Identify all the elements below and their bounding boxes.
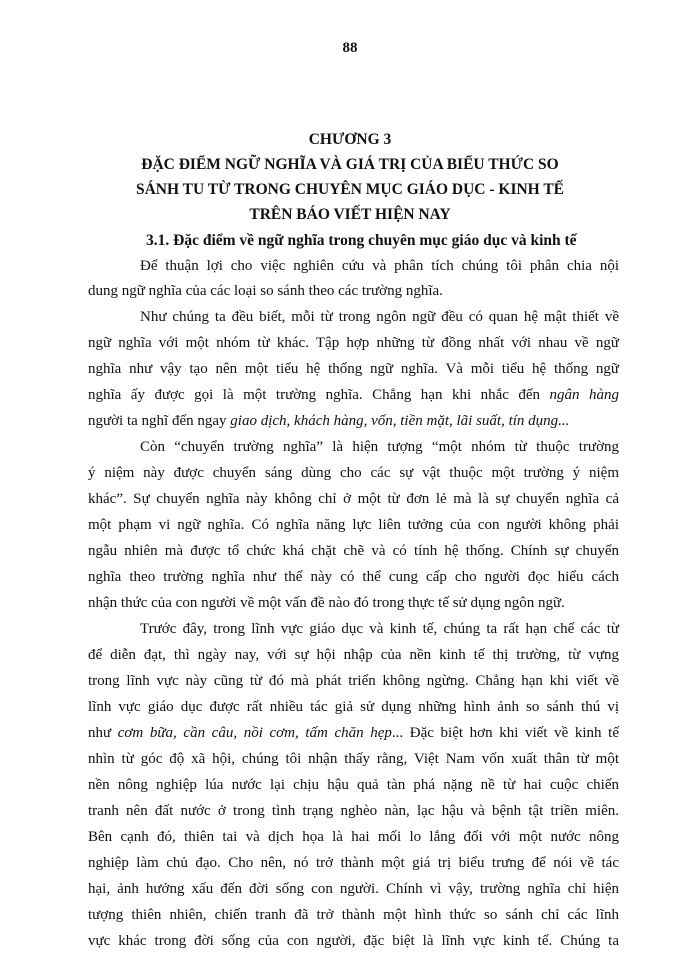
body-line: tranh nên đất nước ở trong tình trạng nghèo nàn, lạc hậu và bệnh tật triền miên. (88, 803, 619, 819)
body-line: nhận thức của con người về một vấn đề nào đó trong thực tế sử dụng ngôn ngữ. (88, 595, 565, 611)
body-line: nghĩa theo trường nghĩa như thế này có thể cung cấp cho người đọc hiểu cách (88, 569, 619, 585)
italic-terms: giao dịch, khách hàng, vốn, tiền mặt, lãi suất, tín dụng... (230, 413, 570, 429)
body-line (88, 725, 619, 742)
body-line: nền nông nghiệp lúa nước lại chịu hậu quả tàn phá nặng nề từ hai cuộc chiến (88, 777, 619, 793)
body-line: một phạm vi ngữ nghĩa. Có nghĩa năng lực liên tưởng của con người không phải (88, 517, 619, 533)
body-line: khác”. Sự chuyển nghĩa này không chỉ ở một từ đơn lẻ mà là sự chuyển nghĩa cả (88, 491, 619, 507)
body-line: Trước đây, trong lĩnh vực giáo dục và kinh tế, chúng ta rất hạn chế các từ (140, 621, 619, 637)
body-line: hại, ảnh hưởng xấu đến đời sống con người. Chính vì vậy, trường nghĩa chỉ hiện (88, 881, 619, 897)
body-text: người ta nghĩ đến ngay (88, 413, 231, 429)
body-text: ... Đặc biệt hơn khi viết về kinh tế (391, 725, 619, 741)
body-line (88, 387, 619, 404)
body-line: Còn “chuyển trường nghĩa” là hiện tượng “một nhóm từ thuộc trường (140, 439, 619, 455)
body-line: nghiệp làm chủ đạo. Cho nên, nó trở thành một giá trị biểu trưng để nói về tác (88, 855, 619, 871)
body-line (88, 413, 569, 430)
body-line: ngữ nghĩa với một nhóm từ khác. Tập hợp những từ đồng nhất với nhau về ngữ (88, 335, 619, 351)
body-line: vực khác trong đời sống của con người, đặc biệt là lĩnh vực kinh tế. Chúng ta (88, 933, 619, 949)
body-text: nghĩa ấy được gọi là một trường nghĩa. Chẳng hạn khi nhắc đến (88, 387, 550, 403)
body-line: Như chúng ta đều biết, mỗi từ trong ngôn ngữ đều có quan hệ mật thiết về (140, 309, 619, 325)
italic-terms: cơm bữa, cần câu, nồi cơm, tấm chăn hẹp (117, 725, 392, 741)
body-line: trong lĩnh vực này cũng từ đó mà phát triển không ngừng. Chẳng hạn khi viết về (88, 673, 619, 689)
page-number-top: 88 (342, 40, 358, 56)
body-line: tượng thiên nhiên, chiến tranh đã trở thành một hình thức so sánh chỉ các lĩnh (88, 907, 619, 923)
body-line: Để thuận lợi cho việc nghiên cứu và phân tích chúng tôi phân chia nội (140, 258, 619, 274)
body-line: ngẫu nhiên mà được tổ chức khá chặt chẽ và có tính hệ thống. Chính sự chuyển (88, 543, 619, 559)
body-text: như (88, 725, 118, 741)
body-line: để diễn đạt, thì ngày nay, với sự hội nhập của nền kinh tế thị trường, từ vựng (88, 647, 619, 663)
body-line: lĩnh vực giáo dục được rất nhiều tác giả sử dụng những hình ảnh so sánh thú vị (88, 699, 619, 715)
section-heading: 3.1. Đặc điểm về ngữ nghĩa trong chuyên mục giáo dục và kinh tế (146, 232, 577, 249)
chapter-label: CHƯƠNG 3 (308, 131, 392, 148)
body-line: nhìn từ góc độ xã hội, chúng tôi nhận thấy rằng, Việt Nam vốn xuất thân từ một (88, 751, 619, 767)
body-line: nghĩa như vậy tạo nên một tiểu hệ thống ngữ nghĩa. Và mỗi tiểu hệ thống ngữ (88, 361, 619, 377)
italic-term: ngân hàng (549, 387, 619, 403)
chapter-title-line-3: TRÊN BÁO VIẾT HIỆN NAY (249, 206, 451, 223)
body-line: Bên cạnh đó, thiên tai và dịch họa là hai mối lo lắng đối với một nước nông (88, 829, 619, 845)
body-line: ý niệm này được chuyển sáng dùng cho các sự vật thuộc một trường ý niệm (88, 465, 619, 481)
body-line: dung ngữ nghĩa của các loại so sánh theo các trường nghĩa. (88, 283, 443, 299)
chapter-title-line-1: ĐẶC ĐIỂM NGỮ NGHĨA VÀ GIÁ TRỊ CỦA BIỂU THỨC SO (141, 156, 559, 173)
chapter-title-line-2: SÁNH TU TỪ TRONG CHUYÊN MỤC GIÁO DỤC - KINH TẾ (135, 181, 565, 198)
